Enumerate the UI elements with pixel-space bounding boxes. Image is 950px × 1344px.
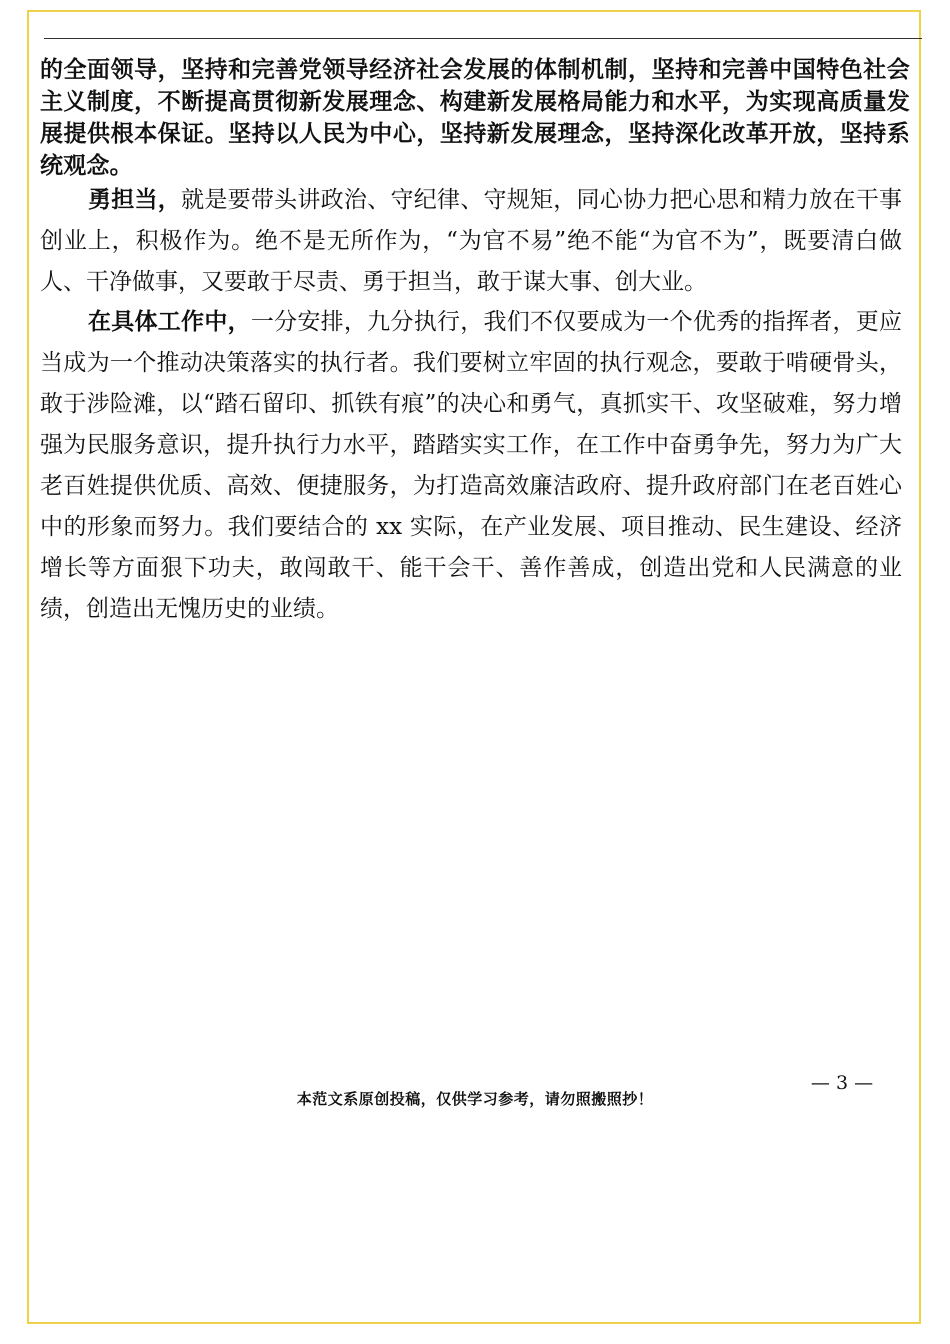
paragraph-lead: 在具体工作中， xyxy=(88,309,251,335)
paragraph-work xyxy=(40,302,902,630)
opening-paragraph: 的全面领导，坚持和完善党领导经济社会发展的体制机制，坚持和完善中国特色社会主义制度，不断提高贯彻新发展理念、构建新发展格局能力和水平，为实现高质量发展提供根本保证。坚持以人民为中心，坚持新发展理念，坚持深化改革开放，坚持系统观念。 xyxy=(40,57,910,179)
paragraph-lead: 勇担当， xyxy=(88,187,182,213)
paragraph-courage xyxy=(40,180,902,303)
paragraph-body: 一分安排，九分执行，我们不仅要成为一个优秀的指挥者，更应当成为一个推动决策落实的执行者。我们要树立牢固的执行观念，要敢于啃硬骨头，敢于涉险滩，以“踏石留印、抓铁有痕”的决心和勇气，真抓实干、攻坚破难，努力增强为民服务意识，提升执行力水平，踏踏实实工作，在工作中奋勇争先，努力为广大老百姓提供优质、高效、便捷服务，为打造高效廉洁政府、提升政府部门在老百姓心中的形象而努力。我们要结合的 xx 实际，在产业发展、项目推动、民生建设、经济增长等方面狠下功夫，敢闯敢干、能干会干、善作善成，创造出党和人民满意的业绩，创造出无愧历史的业绩。 xyxy=(40,309,903,622)
page-number: — 3 — xyxy=(810,1072,874,1094)
paragraph-body: 就是要带头讲政治、守纪律、守规矩，同心协力把心思和精力放在干事创业上，积极作为。绝不是无所作为，“为官不易”绝不能“为官不为”，既要清白做人、干净做事，又要敢于尽责、勇于担当，敢于谋大事、创大业。 xyxy=(40,187,903,295)
header-rule xyxy=(44,38,922,39)
footer-note: 本范文系原创投稿，仅供学习参考，请勿照搬照抄！ xyxy=(296,1090,654,1108)
